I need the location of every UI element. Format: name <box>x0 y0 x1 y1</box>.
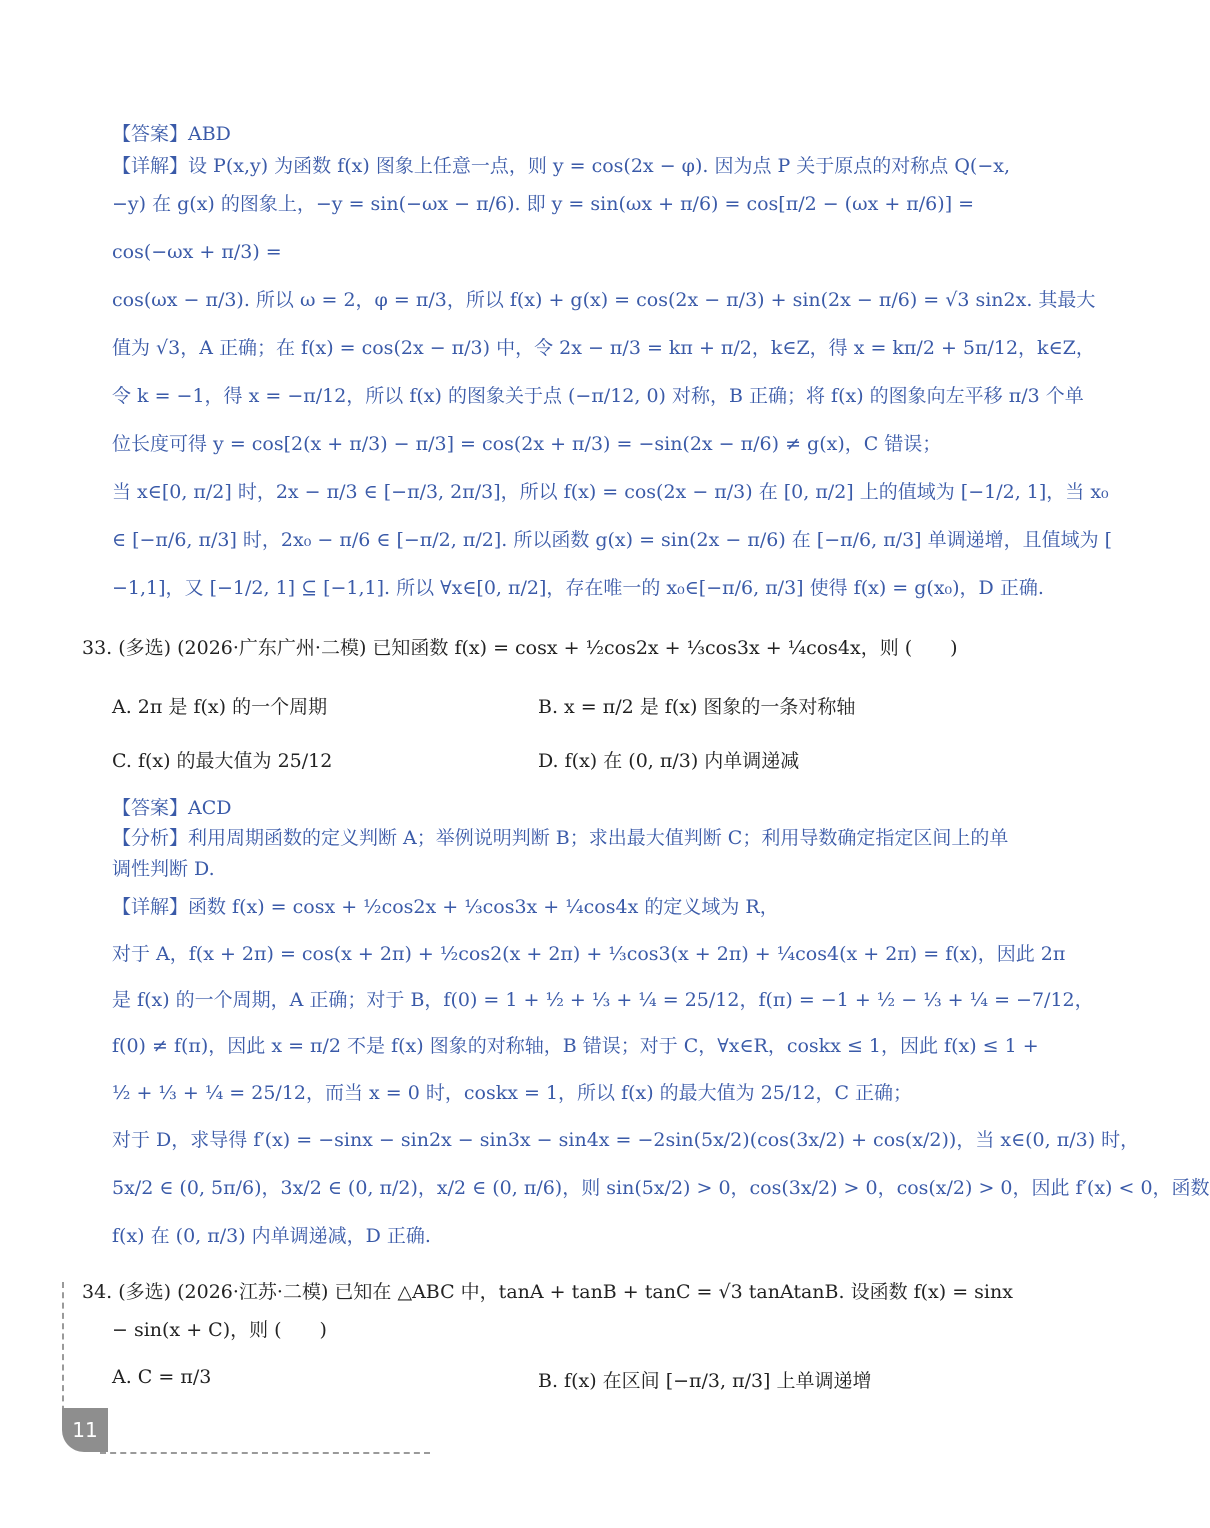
question-34-option-a: A. C = π/3 <box>112 1366 212 1388</box>
solution-32-line: 值为 √3，A 正确；在 f(x) = cos(2x − π/3) 中，令 2x − π/3 = kπ + π/2，k∈Z，得 x = kπ/2 + 5π/12，k∈Z， <box>112 337 1095 359</box>
question-34-option-b: B. f(x) 在区间 [−π/3, π/3] 上单调递增 <box>538 1370 872 1392</box>
solution-33-line: f(x) 在 (0, π/3) 内单调递减，D 正确. <box>112 1225 431 1247</box>
page-number: 11 <box>62 1408 108 1452</box>
solution-33-line: 是 f(x) 的一个周期，A 正确；对于 B，f(0) = 1 + ½ + ⅓ + ¼ = 25/12，f(π) = −1 + ½ − ⅓ + ¼ = −7/12， <box>112 989 1094 1011</box>
question-33-option-a: A. 2π 是 f(x) 的一个周期 <box>112 696 328 718</box>
answer-32: 【答案】ABD <box>112 123 231 145</box>
solution-32-line: cos(−ωx + π/3) = <box>112 241 282 263</box>
solution-32-line: 令 k = −1，得 x = −π/12，所以 f(x) 的图象关于点 (−π/12, 0) 对称，B 正确；将 f(x) 的图象向左平移 π/3 个单 <box>112 385 1084 407</box>
question-33-stem: 33. (多选) (2026·广东广州·二模) 已知函数 f(x) = cosx + ½cos2x + ⅓cos3x + ¼cos4x，则 ( ) <box>82 637 958 659</box>
solution-33-line: 5x/2 ∈ (0, 5π/6)，3x/2 ∈ (0, π/2)，x/2 ∈ (0, π/6)，则 sin(5x/2) > 0，cos(3x/2) > 0，cos(x/2) > 0，因此 f′(x) < 0，函数 <box>112 1177 1210 1199</box>
solution-32-line: 【详解】设 P(x,y) 为函数 f(x) 图象上任意一点，则 y = cos(2x − φ). 因为点 P 关于原点的对称点 Q(−x, <box>112 155 1011 177</box>
solution-32-line: 位长度可得 y = cos[2(x + π/3) − π/3] = cos(2x + π/3) = −sin(2x − π/6) ≠ g(x)，C 错误； <box>112 433 942 455</box>
question-33-option-c: C. f(x) 的最大值为 25/12 <box>112 750 333 772</box>
question-34-stem: 34. (多选) (2026·江苏·二模) 已知在 △ABC 中，tanA + tanB + tanC = √3 tanAtanB. 设函数 f(x) = sinx <box>82 1281 1013 1303</box>
solution-32-line: ∈ [−π/6, π/3] 时，2x₀ − π/6 ∈ [−π/2, π/2]. 所以函数 g(x) = sin(2x − π/6) 在 [−π/6, π/3] 单调递增，且值域为 [ <box>112 529 1113 551</box>
answer-33: 【答案】ACD <box>112 797 232 819</box>
solution-32-line: −y) 在 g(x) 的图象上，−y = sin(−ωx − π/6). 即 y = sin(ωx + π/6) = cos[π/2 − (ωx + π/6)] = <box>112 193 975 215</box>
page-margin-dashed-line <box>62 1282 64 1422</box>
solution-33-line: 【详解】函数 f(x) = cosx + ½cos2x + ⅓cos3x + ¼cos4x 的定义域为 R， <box>112 896 779 918</box>
solution-33-line: 对于 A，f(x + 2π) = cos(x + 2π) + ½cos2(x + 2π) + ⅓cos3(x + 2π) + ¼cos4(x + 2π) = f(x)，因此 2π <box>112 943 1066 965</box>
solution-33-line: ½ + ⅓ + ¼ = 25/12，而当 x = 0 时，coskx = 1，所以 f(x) 的最大值为 25/12，C 正确； <box>112 1082 913 1104</box>
solution-33-line: f(0) ≠ f(π)，因此 x = π/2 不是 f(x) 图象的对称轴，B 错误；对于 C，∀x∈R，coskx ≤ 1，因此 f(x) ≤ 1 + <box>112 1035 1039 1057</box>
solution-32-line: cos(ωx − π/3). 所以 ω = 2，φ = π/3，所以 f(x) + g(x) = cos(2x − π/3) + sin(2x − π/6) = √3 sin2x. 其最大 <box>112 289 1096 311</box>
question-33-option-b: B. x = π/2 是 f(x) 图象的一条对称轴 <box>538 696 856 718</box>
solution-32-line: 当 x∈[0, π/2] 时，2x − π/3 ∈ [−π/3, 2π/3]，所以 f(x) = cos(2x − π/3) 在 [0, π/2] 上的值域为 [−1/2, 1]，当 x₀ <box>112 481 1109 503</box>
analysis-33-line: 调性判断 D. <box>112 858 215 880</box>
solution-32-line: −1,1]，又 [−1/2, 1] ⊆ [−1,1]. 所以 ∀x∈[0, π/2]，存在唯一的 x₀∈[−π/6, π/3] 使得 f(x) = g(x₀)，D 正确. <box>112 577 1044 599</box>
question-34-stem: − sin(x + C)，则 ( ) <box>112 1319 327 1341</box>
solution-33-line: 对于 D，求导得 f′(x) = −sinx − sin2x − sin3x − sin4x = −2sin(5x/2)(cos(3x/2) + cos(x/2))，当 x∈(0, π/3) 时， <box>112 1129 1140 1151</box>
page-footer-dashed-line <box>100 1452 430 1454</box>
question-33-option-d: D. f(x) 在 (0, π/3) 内单调递减 <box>538 750 800 772</box>
analysis-33-line: 【分析】利用周期函数的定义判断 A；举例说明判断 B；求出最大值判断 C；利用导数确定指定区间上的单 <box>112 827 1009 849</box>
